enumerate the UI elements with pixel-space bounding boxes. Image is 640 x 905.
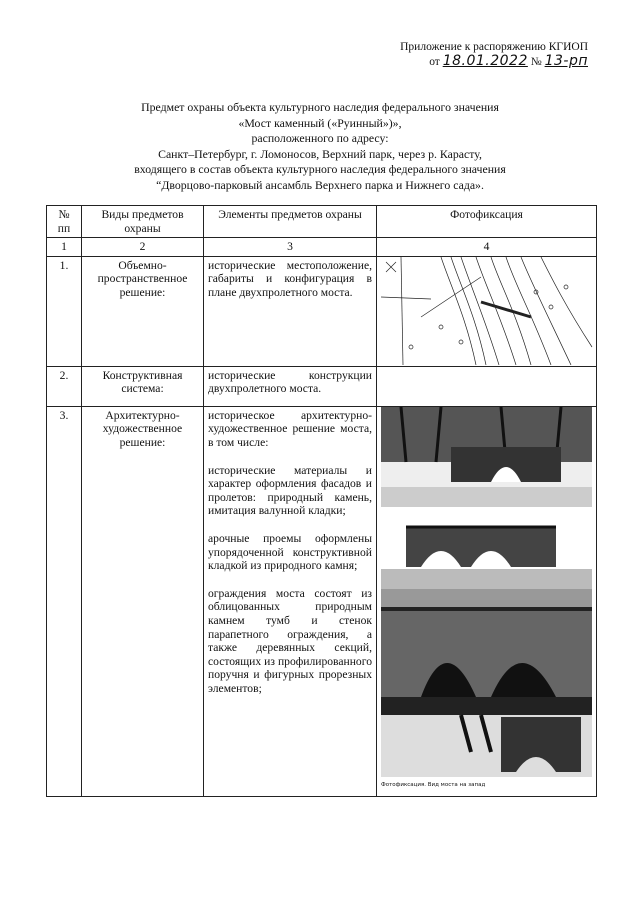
topographic-map-image: [377, 257, 596, 365]
title-line: “Дворцово-парковый ансамбль Верхнего парка и Нижнего сада».: [156, 177, 484, 192]
bridge-photo-2: [377, 507, 596, 589]
title-line: расположенного по адресу:: [251, 131, 389, 145]
document-title: [60, 100, 580, 193]
title-line: входящего в состав объекта культурного наследия федерального значения: [134, 162, 506, 176]
appendix-date-line: [400, 54, 588, 69]
title-line: Предмет охраны объекта культурного наследия федерального значения: [141, 100, 499, 114]
element-paragraph: арочные проемы оформлены упорядоченной конструктивной кладкой из природного камня;: [208, 531, 372, 573]
bridge-photo-4: [377, 697, 596, 777]
table-row: [47, 366, 597, 406]
protection-table: [46, 205, 597, 797]
row-type: Конструктивная система:: [82, 366, 204, 406]
index-cell: 3: [204, 238, 377, 257]
appendix-date: 18.01.2022: [442, 53, 528, 69]
table-header-row: [47, 206, 597, 238]
table-row: [47, 256, 597, 366]
map-photo: [377, 256, 597, 366]
title-line: «Мост каменный («Руинный»)»,: [238, 115, 402, 130]
index-cell: 2: [82, 238, 204, 257]
element-paragraph: ограждения моста состоят из облицованных природным камнем тумб и стенок парапетного ограждения, а также деревянных секций, состоящих из профилированного поручня и фигурных прорезных элементов;: [208, 586, 372, 695]
row-type: Объемно-пространственное решение:: [82, 256, 204, 366]
number-sign: №: [530, 56, 542, 68]
appendix-line: Приложение к распоряжению КГИОП: [400, 41, 588, 53]
title-line: Санкт–Петербург, г. Ломоносов, Верхний парк, через р. Карасту,: [158, 146, 482, 161]
empty-photo-cell: [377, 366, 597, 406]
table-index-row: [47, 238, 597, 257]
appendix-header: [400, 40, 588, 69]
index-cell: 4: [377, 238, 597, 257]
row-number: 1.: [47, 256, 82, 366]
header-cell: Виды предметов охраны: [82, 206, 204, 238]
header-cell: Элементы предметов охраны: [204, 206, 377, 238]
row-type: Архитектурно-художественное решение:: [82, 406, 204, 796]
row-elements: исторические местоположение, габариты и конфигурация в плане двухпролетного моста.: [204, 256, 377, 366]
header-cell: Фотофиксация: [377, 206, 597, 238]
row-number: 3.: [47, 406, 82, 796]
index-cell: 1: [47, 238, 82, 257]
bridge-photo-1: [377, 407, 596, 507]
row-elements: [204, 406, 377, 796]
bridge-photo-3: [377, 589, 596, 697]
element-paragraph: историческое архитектурно-художественное решение моста, в том числе:: [208, 408, 372, 449]
photo-caption: Фотофиксация. Вид моста на запад: [381, 781, 486, 788]
bridge-photos: [377, 406, 597, 796]
from-label: от: [429, 56, 440, 68]
row-number: 2.: [47, 366, 82, 406]
table-row: [47, 406, 597, 796]
row-elements: исторические конструкции двухпролетного моста.: [204, 366, 377, 406]
appendix-number: 13-рп: [544, 53, 588, 69]
header-cell: № пп: [47, 206, 82, 238]
element-paragraph: исторические материалы и характер оформления фасадов и пролетов: природный камень, имитация валунной кладки;: [208, 463, 372, 518]
